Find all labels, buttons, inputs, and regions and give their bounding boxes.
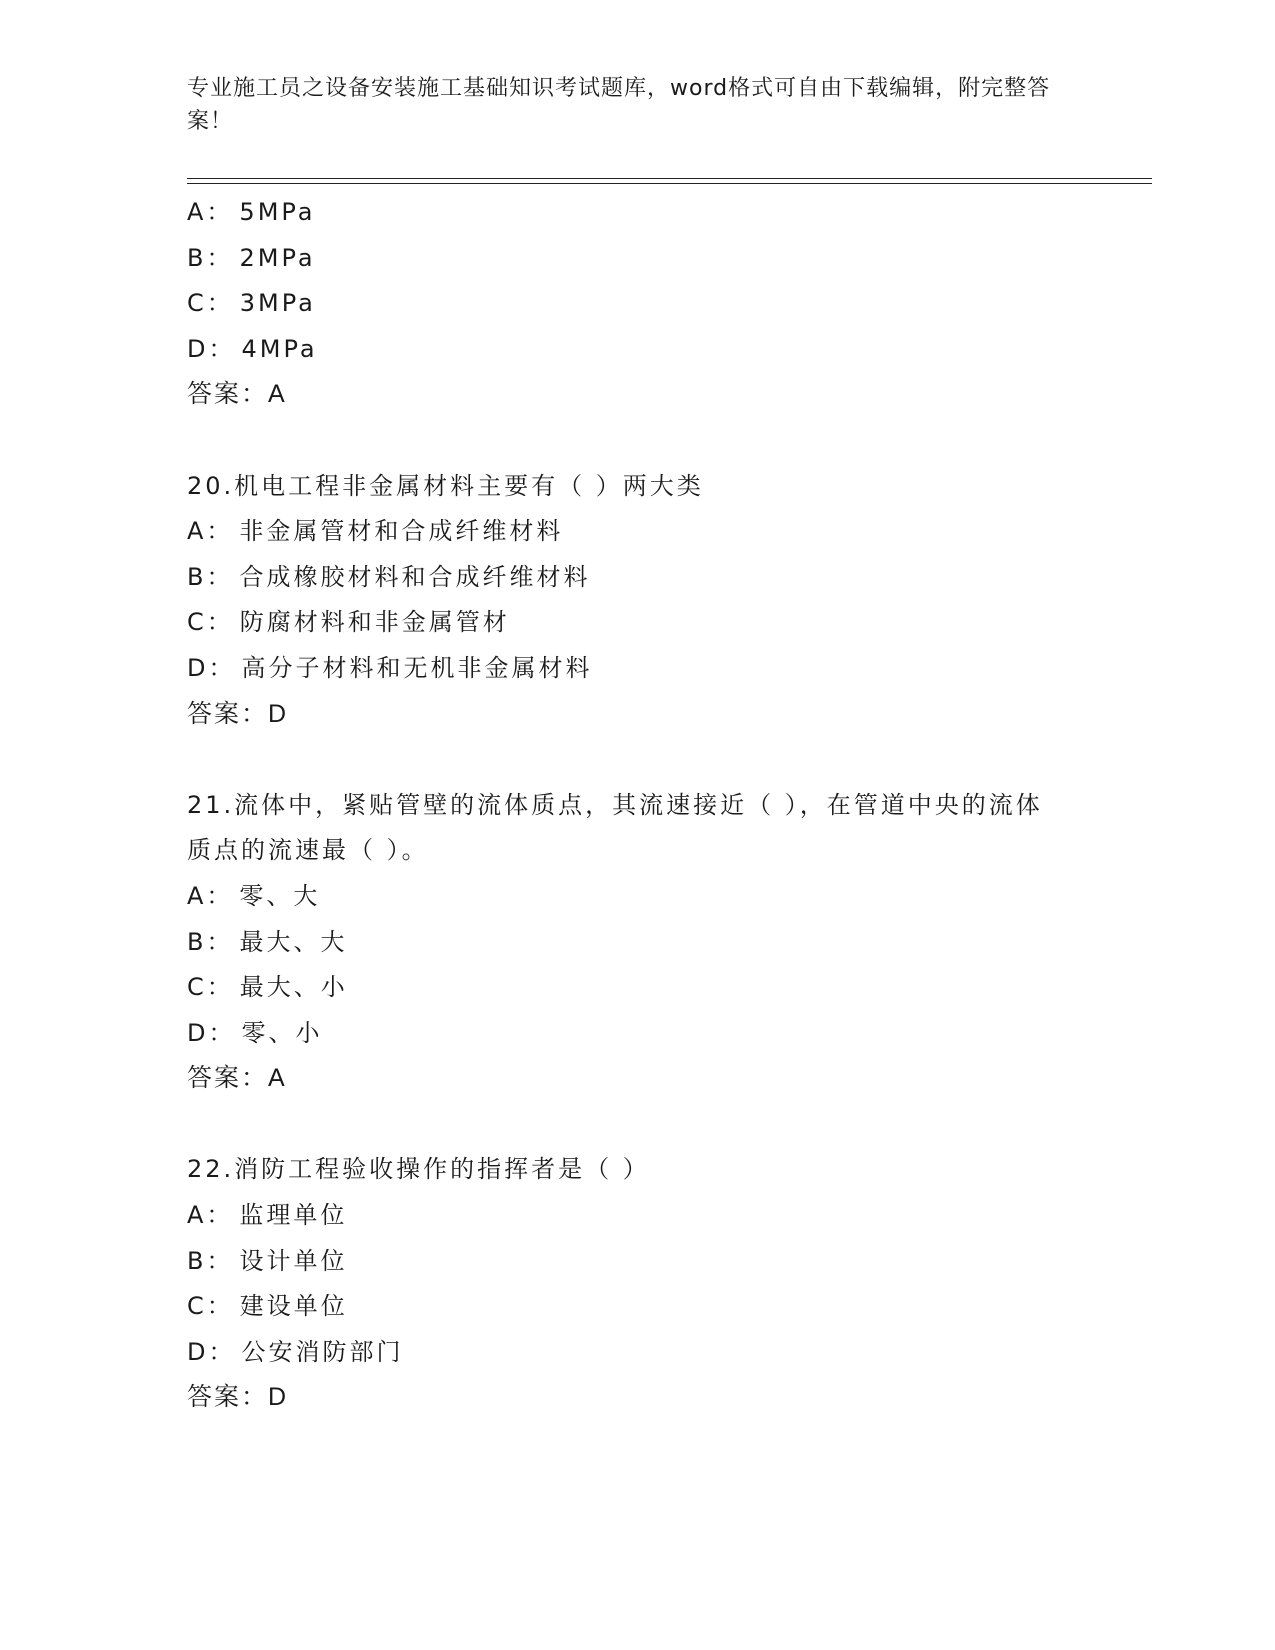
spacer bbox=[187, 1102, 1067, 1148]
question-text: 22.消防工程验收操作的指挥者是（ ） bbox=[187, 1155, 650, 1184]
option-b: B： 设计单位 bbox=[187, 1246, 348, 1275]
answer-line: 答案：D bbox=[187, 1383, 289, 1412]
option-c: C： 最大、小 bbox=[187, 973, 348, 1002]
option-d: D： 零、小 bbox=[187, 1018, 323, 1047]
option-b: B： 2MPa bbox=[187, 243, 316, 272]
document-header bbox=[187, 72, 1067, 138]
spacer bbox=[187, 737, 1067, 783]
option-b: B： 合成橡胶材料和合成纤维材料 bbox=[187, 562, 591, 591]
option-d: D： 高分子材料和无机非金属材料 bbox=[187, 653, 593, 682]
question-block-22 bbox=[187, 1147, 1067, 1421]
option-c: C： 建设单位 bbox=[187, 1292, 348, 1321]
option-d: D： 4MPa bbox=[187, 334, 318, 363]
option-a: A： 5MPa bbox=[187, 198, 316, 226]
answer-line: 答案：A bbox=[187, 380, 287, 409]
option-a: A： 零、大 bbox=[187, 881, 321, 910]
answer-line: 答案：A bbox=[187, 1064, 287, 1093]
option-a: A： 监理单位 bbox=[187, 1201, 348, 1230]
header-divider bbox=[187, 178, 1152, 184]
question-list bbox=[187, 190, 1067, 1421]
option-d: D： 公安消防部门 bbox=[187, 1337, 404, 1366]
question-text: 21.流体中，紧贴管壁的流体质点，其流速接近（ ），在管道中央的流体质点的流速最（ ）。 bbox=[187, 790, 1043, 865]
option-c: C： 防腐材料和非金属管材 bbox=[187, 608, 510, 637]
question-text: 20.机电工程非金属材料主要有（ ）两大类 bbox=[187, 471, 704, 500]
spacer bbox=[187, 418, 1067, 464]
option-c: C： 3MPa bbox=[187, 289, 316, 318]
question-block-20 bbox=[187, 464, 1067, 738]
answer-line: 答案：D bbox=[187, 699, 289, 728]
question-block-partial bbox=[187, 190, 1067, 418]
option-b: B： 最大、大 bbox=[187, 927, 348, 956]
document-title: 专业施工员之设备安装施工基础知识考试题库，word格式可自由下载编辑，附完整答案！ bbox=[187, 76, 1051, 134]
question-block-21 bbox=[187, 783, 1067, 1102]
option-a: A： 非金属管材和合成纤维材料 bbox=[187, 517, 564, 546]
